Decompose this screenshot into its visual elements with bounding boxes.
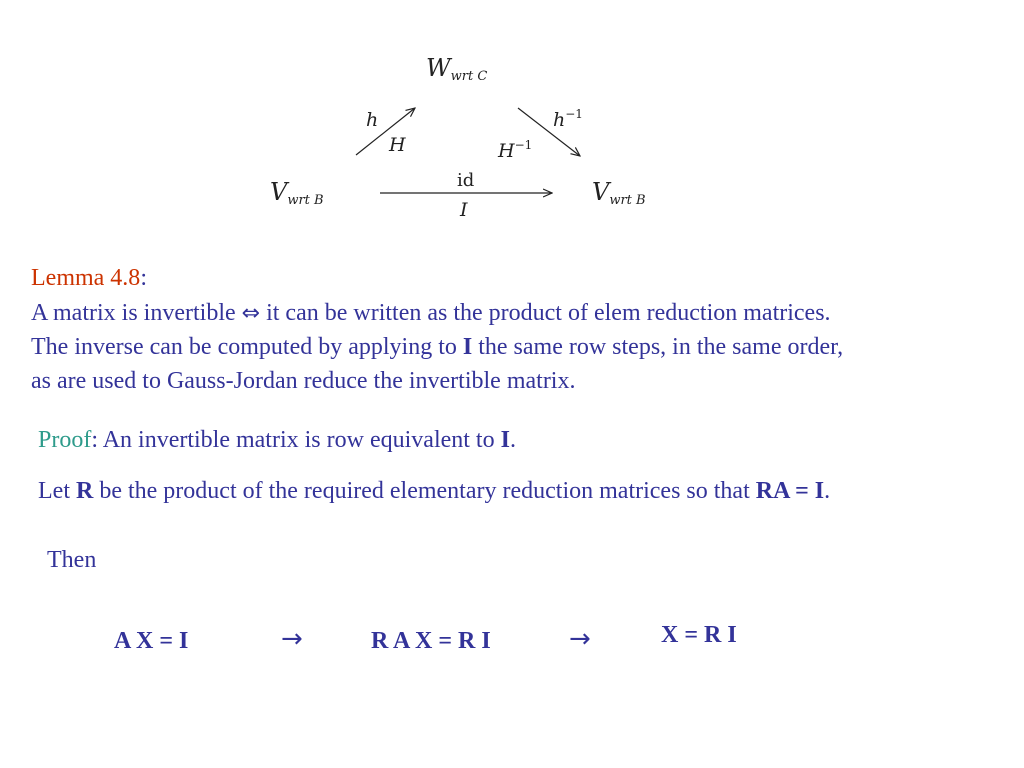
then-label: Then bbox=[47, 547, 97, 573]
lemma-line-1-post: it can be written as the product of elem reduction matrices. bbox=[260, 300, 831, 326]
node-left: $V_{wrt B}$ bbox=[270, 178, 324, 208]
node-top: $W_{wrt C}$ bbox=[426, 54, 488, 84]
lemma-line-3: as are used to Gauss-Jordan reduce the invertible matrix. bbox=[31, 368, 576, 394]
proof-line bbox=[38, 423, 516, 457]
lemma-line-1 bbox=[31, 296, 831, 331]
lemma-heading bbox=[31, 261, 147, 295]
let-mid: be the product of the required elementary reduction matrices so that bbox=[93, 478, 756, 504]
proof-text: : An invertible matrix is row equivalent to bbox=[91, 427, 501, 453]
arrow-up-diagonal bbox=[356, 108, 415, 155]
equation-1: A X = I bbox=[114, 628, 189, 654]
equation-2: R A X = R I bbox=[371, 628, 491, 654]
node-right: $V_{wrt B}$ bbox=[592, 178, 646, 208]
lemma-label: Lemma 4.8 bbox=[31, 265, 141, 291]
proof-bold-I: I bbox=[500, 427, 510, 453]
label-h-inverse: $h^{-1}$ bbox=[553, 107, 583, 131]
lemma-line-2-post: the same row steps, in the same order, bbox=[472, 334, 844, 360]
label-I: I bbox=[460, 199, 468, 221]
label-H: H bbox=[389, 134, 406, 156]
let-end: . bbox=[824, 478, 831, 504]
label-H-inverse: $H^{-1}$ bbox=[498, 138, 533, 162]
lemma-line-2 bbox=[31, 330, 843, 364]
proof-label: Proof bbox=[38, 427, 92, 453]
let-pre: Let bbox=[38, 478, 76, 504]
let-bold-R: R bbox=[75, 478, 94, 504]
let-eq-rest: A = I bbox=[773, 478, 825, 504]
proof-period: . bbox=[509, 427, 516, 453]
iff-symbol: ⇔ bbox=[241, 301, 261, 326]
label-id: id bbox=[457, 170, 475, 191]
lemma-colon: : bbox=[140, 265, 147, 291]
equation-3: X = R I bbox=[661, 622, 737, 648]
lemma-line-2-bold-I: I bbox=[462, 334, 473, 360]
let-line bbox=[38, 474, 830, 508]
implies-arrow-1: → bbox=[281, 624, 303, 654]
commutative-diagram bbox=[0, 0, 1024, 240]
lemma-line-1-pre: A matrix is invertible bbox=[31, 300, 242, 326]
lemma-line-2-pre: The inverse can be computed by applying to bbox=[31, 334, 463, 360]
implies-arrow-2: → bbox=[569, 624, 591, 654]
label-h: h bbox=[366, 109, 379, 131]
let-eq-R: R bbox=[755, 478, 774, 504]
